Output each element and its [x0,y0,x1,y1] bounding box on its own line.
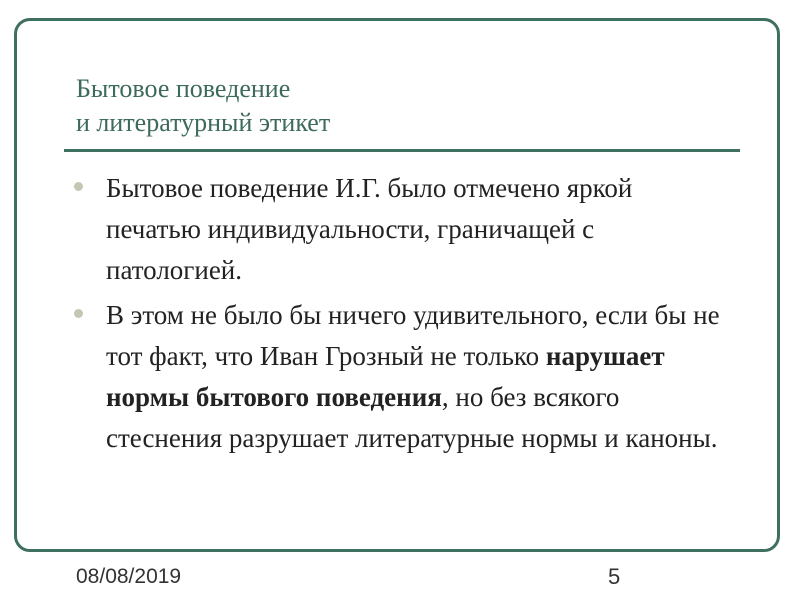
slide-date: 08/08/2019 [76,565,182,588]
slide-title-line-1: Бытовое поведение [76,74,291,103]
slide-page-number: 5 [608,564,621,589]
bullet-item-1 [72,168,732,291]
slide-title [76,72,736,140]
slide-title-line-2: и литературный этикет [76,108,331,137]
bullet-text-2-part-1: В этом не было бы ничего удивительного, если бы не тот факт, что Иван Грозный не только [106,300,720,371]
bullet-dot-icon [74,309,83,318]
bullet-text-1: Бытовое поведение И.Г. было отмечено яркой печатью индивидуальности, граничащей с патологией. [106,173,633,285]
title-divider [64,149,740,152]
bullet-text-2-emphasis: нарушает нормы бытового поведения [106,341,665,412]
bullet-text-2-part-3: , но без всякого стеснения разрушает литературные нормы и каноны. [106,382,718,453]
bullet-item-2 [72,295,732,459]
bullet-dot-icon [74,182,83,191]
bullet-list [72,168,732,463]
